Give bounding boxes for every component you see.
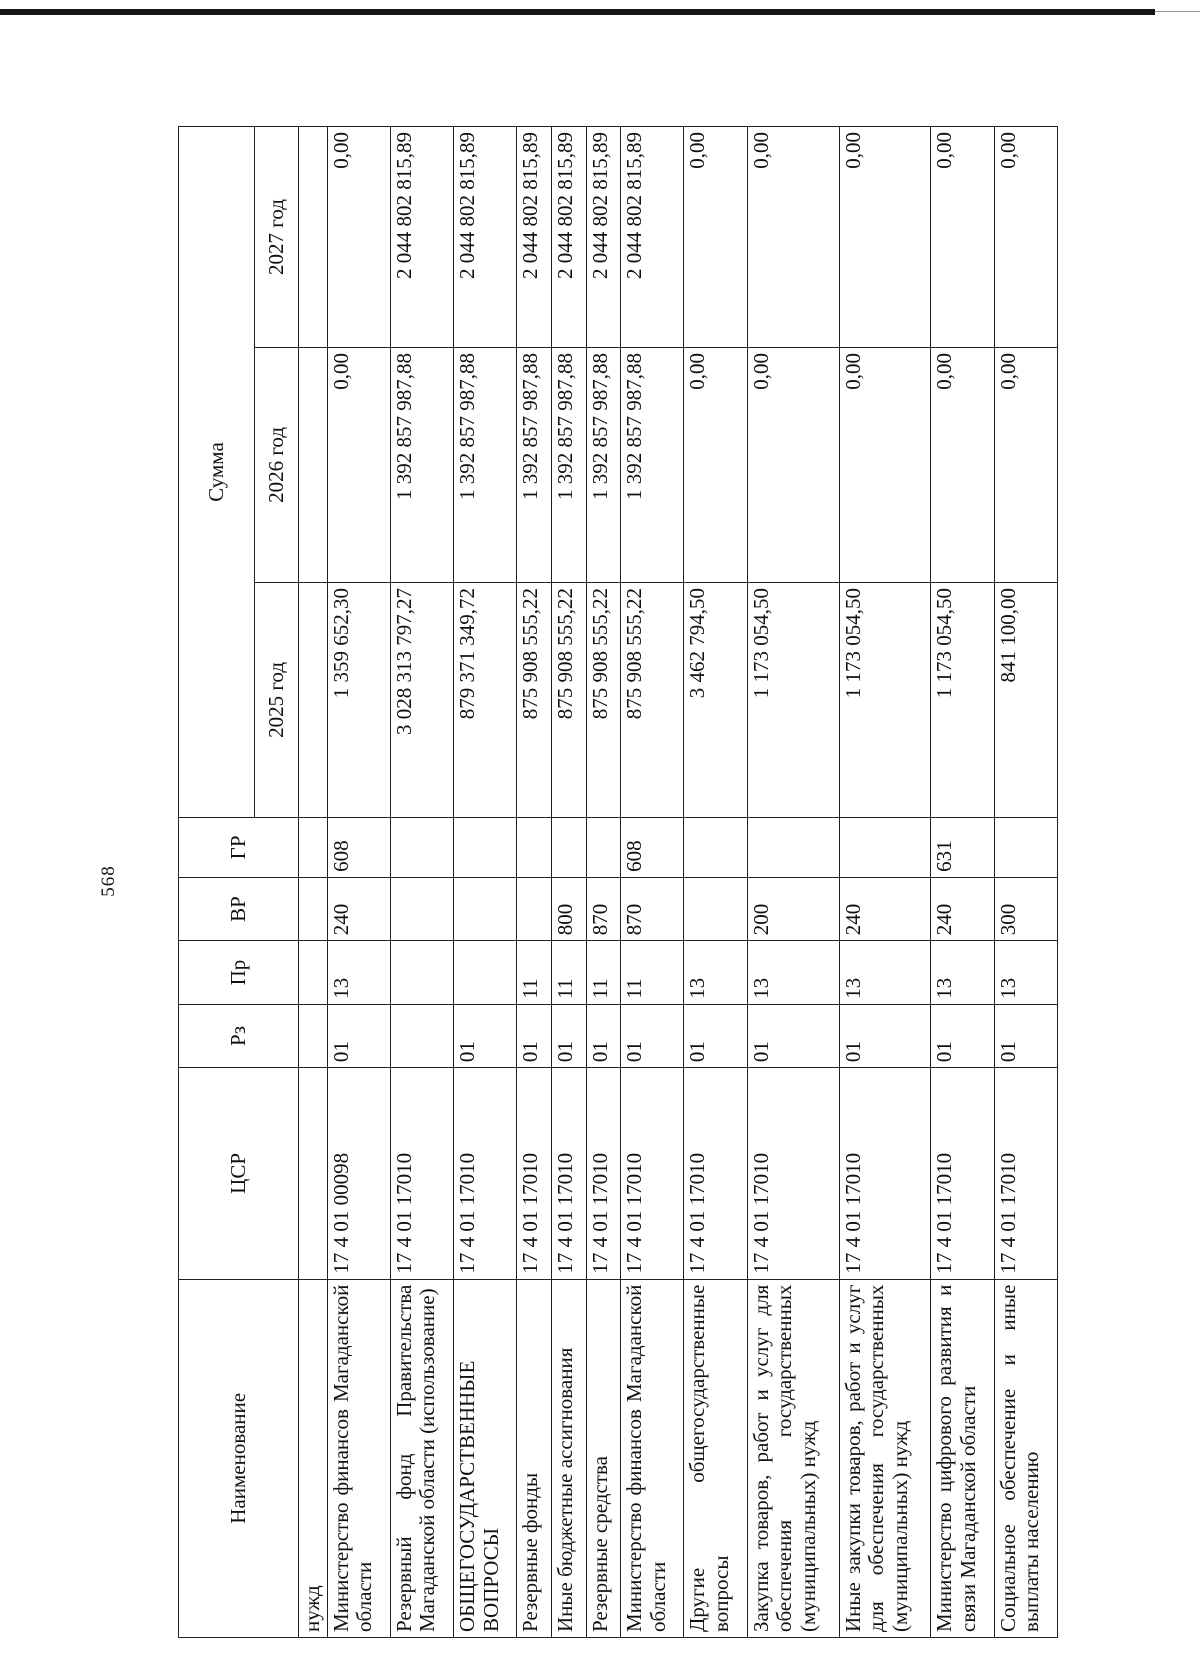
cell-gr bbox=[454, 817, 517, 877]
cell-2027: 0,00 bbox=[839, 127, 931, 348]
cell-vr: 240 bbox=[327, 877, 390, 940]
header-year-2027: 2027 год bbox=[255, 127, 299, 348]
cell-gr bbox=[299, 817, 328, 877]
cell-vr bbox=[517, 877, 552, 940]
top-scan-rule-thin bbox=[1155, 11, 1200, 12]
header-rz: Рз bbox=[179, 1004, 299, 1067]
cell-csr: 17 4 01 17010 bbox=[454, 1068, 517, 1279]
cell-name: Резервные фонды bbox=[517, 1279, 552, 1637]
cell-2025 bbox=[299, 582, 328, 817]
cell-csr: 17 4 01 17010 bbox=[390, 1068, 453, 1279]
cell-2026: 1 392 857 987,88 bbox=[517, 347, 552, 582]
cell-2027: 2 044 802 815,89 bbox=[517, 127, 552, 348]
header-gr: ГР bbox=[179, 817, 299, 877]
cell-gr bbox=[551, 817, 586, 877]
cell-gr bbox=[839, 817, 931, 877]
header-year-2025: 2025 год bbox=[255, 582, 299, 817]
cell-2027: 0,00 bbox=[327, 127, 390, 348]
cell-csr: 17 4 01 17010 bbox=[684, 1068, 747, 1279]
cell-pr: 13 bbox=[994, 941, 1057, 1004]
cell-rz: 01 bbox=[586, 1004, 621, 1067]
cell-gr bbox=[390, 817, 453, 877]
cell-vr: 240 bbox=[931, 877, 994, 940]
cell-rz: 01 bbox=[327, 1004, 390, 1067]
cell-2025: 875 908 555,22 bbox=[621, 582, 684, 817]
top-scan-rule bbox=[0, 9, 1155, 15]
header-pr: Пр bbox=[179, 941, 299, 1004]
cell-gr: 608 bbox=[327, 817, 390, 877]
budget-table-rotated bbox=[178, 126, 1058, 1638]
table-row bbox=[684, 127, 747, 1638]
cell-2026: 0,00 bbox=[994, 347, 1057, 582]
table-row bbox=[551, 127, 586, 1638]
cell-pr: 11 bbox=[551, 941, 586, 1004]
header-name: Наименование bbox=[179, 1279, 299, 1637]
header-row bbox=[179, 127, 255, 1638]
cell-vr: 870 bbox=[586, 877, 621, 940]
table-row bbox=[454, 127, 517, 1638]
cell-gr: 631 bbox=[931, 817, 994, 877]
header-year-2026: 2026 год bbox=[255, 347, 299, 582]
table-row bbox=[621, 127, 684, 1638]
cell-2027: 0,00 bbox=[931, 127, 994, 348]
cell-gr bbox=[747, 817, 839, 877]
cell-csr: 17 4 01 17010 bbox=[747, 1068, 839, 1279]
cell-rz: 01 bbox=[994, 1004, 1057, 1067]
cell-2027: 2 044 802 815,89 bbox=[551, 127, 586, 348]
cell-2027: 0,00 bbox=[684, 127, 747, 348]
cell-pr: 13 bbox=[931, 941, 994, 1004]
cell-2027: 0,00 bbox=[994, 127, 1057, 348]
cell-name: Резервные средства bbox=[586, 1279, 621, 1637]
cell-2026: 0,00 bbox=[839, 347, 931, 582]
cell-2026: 0,00 bbox=[327, 347, 390, 582]
cell-name: Закупка товаров, работ и услуг для обеспечения государственных (муниципальных) нужд bbox=[747, 1279, 839, 1637]
cell-name: Резервный фонд Правительства Магаданской области (использование) bbox=[390, 1279, 453, 1637]
budget-table bbox=[178, 126, 1058, 1638]
cell-gr: 608 bbox=[621, 817, 684, 877]
cell-2025: 1 173 054,50 bbox=[931, 582, 994, 817]
cell-gr bbox=[586, 817, 621, 877]
cell-vr bbox=[454, 877, 517, 940]
cell-2026: 1 392 857 987,88 bbox=[454, 347, 517, 582]
cell-name: Иные закупки товаров, работ и услуг для обеспечения государственных (муниципальных) нужд bbox=[839, 1279, 931, 1637]
cell-gr bbox=[994, 817, 1057, 877]
table-row bbox=[747, 127, 839, 1638]
cell-name: ОБЩЕГОСУДАРСТВЕННЫЕ ВОПРОСЫ bbox=[454, 1279, 517, 1637]
cell-rz bbox=[299, 1004, 328, 1067]
cell-rz: 01 bbox=[747, 1004, 839, 1067]
cell-pr bbox=[299, 941, 328, 1004]
cell-2027 bbox=[299, 127, 328, 348]
header-vr: ВР bbox=[179, 877, 299, 940]
cell-vr: 300 bbox=[994, 877, 1057, 940]
cell-pr: 13 bbox=[839, 941, 931, 1004]
cell-csr: 17 4 01 17010 bbox=[994, 1068, 1057, 1279]
cell-rz: 01 bbox=[684, 1004, 747, 1067]
cell-2027: 0,00 bbox=[747, 127, 839, 348]
cell-2025: 1 173 054,50 bbox=[747, 582, 839, 817]
cell-2026: 0,00 bbox=[684, 347, 747, 582]
cell-csr: 17 4 01 17010 bbox=[586, 1068, 621, 1279]
cell-gr bbox=[684, 817, 747, 877]
cell-pr: 13 bbox=[327, 941, 390, 1004]
header-csr: ЦСР bbox=[179, 1068, 299, 1279]
cell-2025: 875 908 555,22 bbox=[517, 582, 552, 817]
table-row bbox=[327, 127, 390, 1638]
cell-vr bbox=[390, 877, 453, 940]
cell-gr bbox=[517, 817, 552, 877]
cell-rz: 01 bbox=[621, 1004, 684, 1067]
cell-vr: 200 bbox=[747, 877, 839, 940]
page-number: 568 bbox=[97, 865, 119, 897]
table-row bbox=[931, 127, 994, 1638]
cell-pr: 13 bbox=[684, 941, 747, 1004]
header-sum: Сумма bbox=[179, 127, 255, 818]
cell-2025: 875 908 555,22 bbox=[586, 582, 621, 817]
cell-2026: 1 392 857 987,88 bbox=[551, 347, 586, 582]
cell-name: Министерство финансов Магаданской области bbox=[621, 1279, 684, 1637]
table-row bbox=[299, 127, 328, 1638]
cell-2027: 2 044 802 815,89 bbox=[621, 127, 684, 348]
cell-csr: 17 4 01 00098 bbox=[327, 1068, 390, 1279]
cell-2026: 1 392 857 987,88 bbox=[621, 347, 684, 582]
cell-rz: 01 bbox=[517, 1004, 552, 1067]
cell-csr: 17 4 01 17010 bbox=[551, 1068, 586, 1279]
cell-name: Другие общегосударственные вопросы bbox=[684, 1279, 747, 1637]
cell-2027: 2 044 802 815,89 bbox=[454, 127, 517, 348]
cell-rz: 01 bbox=[931, 1004, 994, 1067]
cell-pr bbox=[390, 941, 453, 1004]
cell-rz: 01 bbox=[454, 1004, 517, 1067]
cell-2025: 879 371 349,72 bbox=[454, 582, 517, 817]
cell-csr: 17 4 01 17010 bbox=[517, 1068, 552, 1279]
cell-2026: 0,00 bbox=[931, 347, 994, 582]
cell-pr: 11 bbox=[621, 941, 684, 1004]
cell-2025: 841 100,00 bbox=[994, 582, 1057, 817]
cell-csr: 17 4 01 17010 bbox=[621, 1068, 684, 1279]
cell-name: Социальное обеспечение и иные выплаты населению bbox=[994, 1279, 1057, 1637]
cell-pr: 11 bbox=[586, 941, 621, 1004]
cell-vr: 870 bbox=[621, 877, 684, 940]
cell-csr bbox=[299, 1068, 328, 1279]
cell-2026: 1 392 857 987,88 bbox=[390, 347, 453, 582]
cell-rz bbox=[390, 1004, 453, 1067]
cell-2027: 2 044 802 815,89 bbox=[390, 127, 453, 348]
table-row bbox=[390, 127, 453, 1638]
cell-csr: 17 4 01 17010 bbox=[839, 1068, 931, 1279]
cell-2025: 1 359 652,30 bbox=[327, 582, 390, 817]
cell-2025: 1 173 054,50 bbox=[839, 582, 931, 817]
cell-name: нужд bbox=[299, 1279, 328, 1637]
cell-vr bbox=[684, 877, 747, 940]
cell-2026 bbox=[299, 347, 328, 582]
cell-2027: 2 044 802 815,89 bbox=[586, 127, 621, 348]
cell-rz: 01 bbox=[551, 1004, 586, 1067]
cell-rz: 01 bbox=[839, 1004, 931, 1067]
cell-2025: 3 028 313 797,27 bbox=[390, 582, 453, 817]
cell-2025: 3 462 794,50 bbox=[684, 582, 747, 817]
cell-pr: 13 bbox=[747, 941, 839, 1004]
cell-vr: 240 bbox=[839, 877, 931, 940]
cell-2026: 1 392 857 987,88 bbox=[586, 347, 621, 582]
cell-vr: 800 bbox=[551, 877, 586, 940]
table-row bbox=[517, 127, 552, 1638]
cell-name: Министерство финансов Магаданской области bbox=[327, 1279, 390, 1637]
cell-name: Иные бюджетные ассигнования bbox=[551, 1279, 586, 1637]
cell-2026: 0,00 bbox=[747, 347, 839, 582]
table-row bbox=[586, 127, 621, 1638]
cell-pr: 11 bbox=[517, 941, 552, 1004]
table-row bbox=[839, 127, 931, 1638]
cell-name: Министерство цифрового развития и связи Магаданской области bbox=[931, 1279, 994, 1637]
table-row bbox=[994, 127, 1057, 1638]
cell-csr: 17 4 01 17010 bbox=[931, 1068, 994, 1279]
cell-pr bbox=[454, 941, 517, 1004]
cell-vr bbox=[299, 877, 328, 940]
cell-2025: 875 908 555,22 bbox=[551, 582, 586, 817]
